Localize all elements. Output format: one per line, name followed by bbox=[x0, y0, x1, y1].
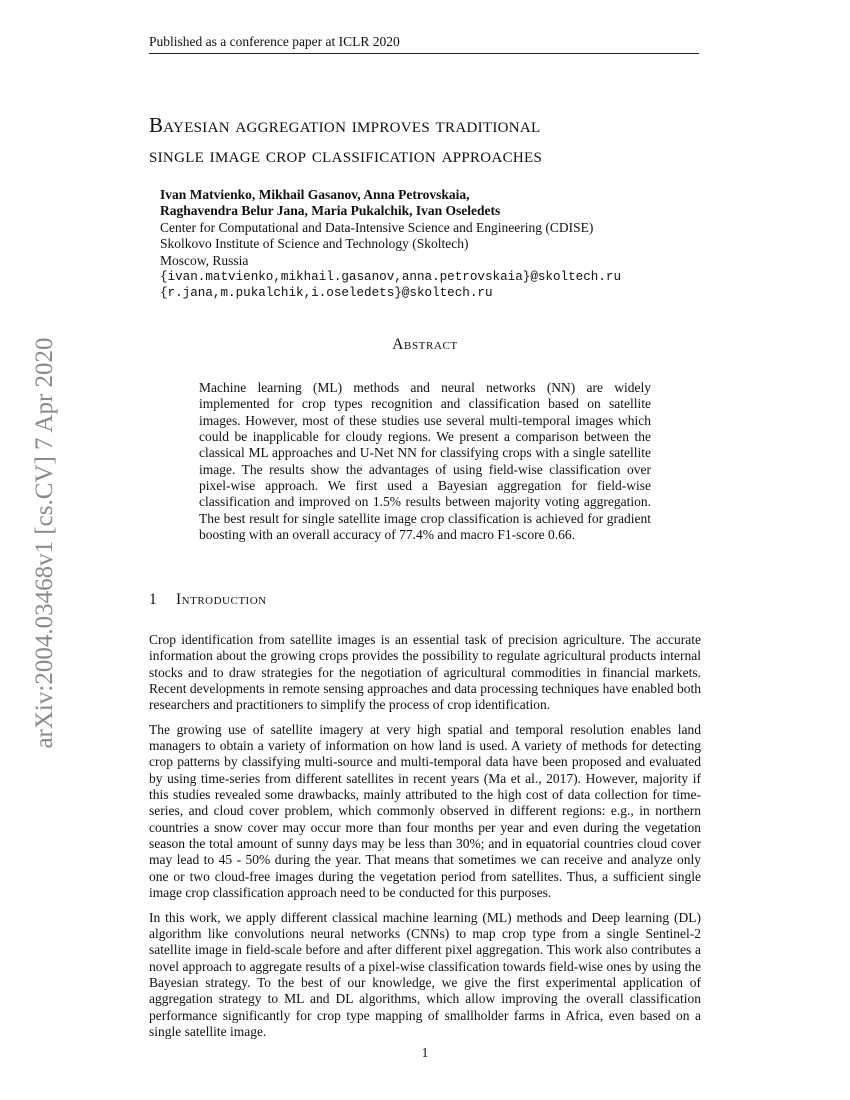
page-number: 1 bbox=[421, 1045, 429, 1060]
author-block bbox=[160, 187, 720, 302]
author-names-1: Ivan Matvienko, Mikhail Gasanov, Anna Petrovskaia, bbox=[160, 187, 470, 202]
arxiv-stamp: arXiv:2004.03468v1 [cs.CV] 7 Apr 2020 bbox=[31, 337, 58, 749]
abstract-heading: Abstract bbox=[392, 336, 458, 353]
paper-title bbox=[149, 110, 709, 170]
title-line-2: single image crop classification approaches bbox=[149, 143, 543, 167]
affiliation-2: Skolkovo Institute of Science and Technology (Skoltech) bbox=[160, 236, 469, 252]
author-emails-1: {ivan.matvienko,mikhail.gasanov,anna.petrovskaia}@skoltech.ru bbox=[160, 270, 622, 285]
section-number: 1 bbox=[149, 591, 158, 608]
title-line-1: Bayesian aggregation improves traditional bbox=[149, 113, 541, 137]
paragraph: Crop identification from satellite images is an essential task of precision agriculture. The accurate information about the growing crops provides the possibility to regulate agricultural products internal stocks and to draw strategies for the negotiation of agricultural commodities in financial markets. Recent developments in remote sensing approaches and data processing techniques have enabled both researchers and practitioners to simplify the process of crop identification. bbox=[149, 632, 701, 713]
abstract-text: Machine learning (ML) methods and neural networks (NN) are widely implemented for crop types recognition and classification based on satellite images. However, most of these studies use several multi-temporal images which could be inapplicable for cloudy regions. We present a comparison between the classical ML approaches and U-Net NN for classifying crops with a single satellite image. The results show the advantages of using field-wise classification over pixel-wise approach. We first used a Bayesian aggregation for field-wise classification and improved on 1.5% results between majority voting aggregation. The best result for single satellite image crop classification is achieved for gradient boosting with an overall accuracy of 77.4% and macro F1-score 0.66. bbox=[199, 380, 651, 543]
paragraph: The growing use of satellite imagery at very high spatial and temporal resolution enables land managers to obtain a variety of information on how land is used. A variety of methods for detecting crop patterns by classifying multi-source and multi-temporal data have been proposed and evaluated by using time-series from different satellites in recent years (Ma et al., 2017). However, majority if this studies revealed some drawbacks, mainly attributed to the high cost of data collection for time-series, and cloud cover problem, which commonly observed in different regions: e.g., in northern countries a snow cover may occur more than four months per year and even during the vegetation season the total amount of sunny days may be less than 30%; and in equatorial countries cloud cover may lead to 45 - 50% during the year. That means that sometimes we can receive and analyze only one or two cloud-free images during the vegetation period from satellites. Thus, a sufficient single image crop classification approach need to be conducted for this purposes. bbox=[149, 721, 701, 901]
author-emails-2: {r.jana,m.pukalchik,i.oseledets}@skoltech.ru bbox=[160, 286, 493, 301]
author-names-2: Raghavendra Belur Jana, Maria Pukalchik, Ivan Oseledets bbox=[160, 203, 501, 219]
introduction-body bbox=[149, 632, 701, 1048]
running-header: Published as a conference paper at ICLR 2020 bbox=[149, 34, 699, 54]
author-location: Moscow, Russia bbox=[160, 252, 249, 268]
section-title: Introduction bbox=[176, 591, 267, 608]
affiliation-1: Center for Computational and Data-Intensive Science and Engineering (CDISE) bbox=[160, 219, 594, 235]
paragraph: In this work, we apply different classical machine learning (ML) methods and Deep learning (DL) algorithm like convolutions neural networks (CNNs) to map crop type from a single Sentinel-2 satellite image in field-scale before and after different pixel aggregation. This work also contributes a novel approach to aggregate results of a pixel-wise classification towards field-wise ones by using the Bayesian strategy. To the best of our knowledge, we give the first experimental application of aggregation strategy to ML and DL algorithms, which allow improving the overall classification performance significantly for crop type mapping of smallholder farms in Africa, even based on a single satellite image. bbox=[149, 909, 701, 1039]
section-heading-introduction bbox=[149, 591, 267, 609]
